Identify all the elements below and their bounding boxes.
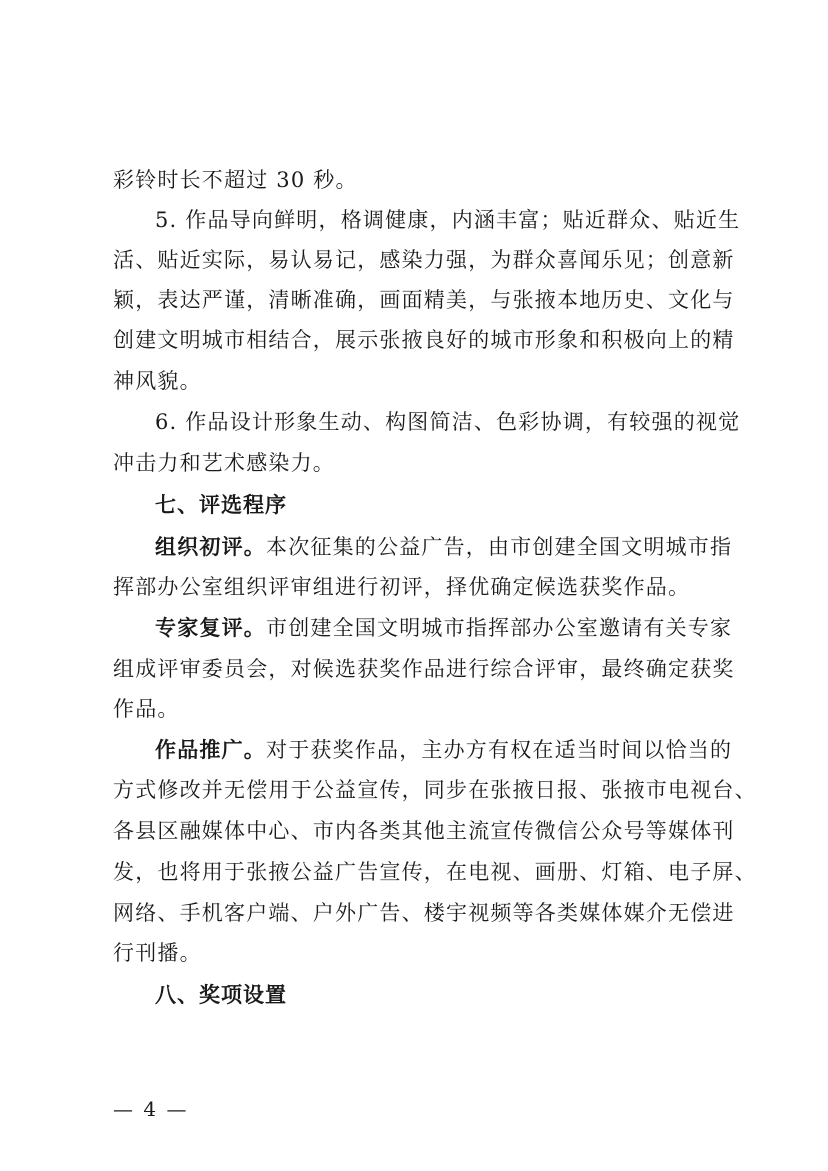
- page-number: — 4 —: [113, 1097, 189, 1121]
- text-line: 挥部办公室组织评审组进行初评，择优确定候选获奖作品。: [113, 575, 691, 599]
- text-line: 发，也将用于张掖公益广告宣传，在电视、画册、灯箱、电子屏、: [113, 860, 757, 884]
- text-line: 网络、手机客户端、户外广告、楼宇视频等各类媒体媒介无偿进: [113, 901, 735, 925]
- paragraph-text: 对于获奖作品，主办方有权在适当时间以恰当的: [266, 738, 733, 762]
- text-line: 6. 作品设计形象生动、构图简洁、色彩协调，有较强的视觉: [155, 410, 741, 434]
- text-line: 方式修改并无偿用于公益宣传，同步在张掖日报、张掖市电视台、: [113, 778, 757, 802]
- text-line: [155, 730, 735, 770]
- text-line: 彩铃时长不超过 30 秒。: [113, 168, 358, 192]
- text-line: 创建文明城市相结合，展示张掖良好的城市形象和积极向上的精: [113, 328, 735, 352]
- section-heading: 七、评选程序: [155, 493, 287, 517]
- text-line: 颖，表达严谨，清晰准确，画面精美，与张掖本地历史、文化与: [113, 288, 735, 312]
- paragraph-label: 专家复评。: [155, 615, 266, 640]
- text-line: 活、贴近实际，易认易记，感染力强，为群众喜闻乐见；创意新: [113, 248, 735, 272]
- paragraph-label: 组织初评。: [155, 534, 266, 559]
- text-line: 各县区融媒体中心、市内各类其他主流宣传微信公众号等媒体刊: [113, 819, 735, 843]
- text-line: 行刊播。: [113, 941, 202, 965]
- paragraph-text: 市创建全国文明城市指挥部办公室邀请有关专家: [266, 616, 733, 640]
- text-line: 神风貌。: [113, 369, 202, 393]
- paragraph-text: 本次征集的公益广告，由市创建全国文明城市指: [266, 535, 733, 559]
- text-line: 组成评审委员会，对候选获奖作品进行综合评审，最终确定获奖: [113, 657, 735, 681]
- text-line: [155, 527, 735, 567]
- paragraph-label: 作品推广。: [155, 737, 266, 762]
- text-line: 5. 作品导向鲜明，格调健康，内涵丰富；贴近群众、贴近生: [155, 208, 741, 232]
- section-heading: 八、奖项设置: [155, 983, 287, 1007]
- text-line: [155, 608, 735, 648]
- text-line: 冲击力和艺术感染力。: [113, 451, 335, 475]
- text-line: 作品。: [113, 697, 180, 721]
